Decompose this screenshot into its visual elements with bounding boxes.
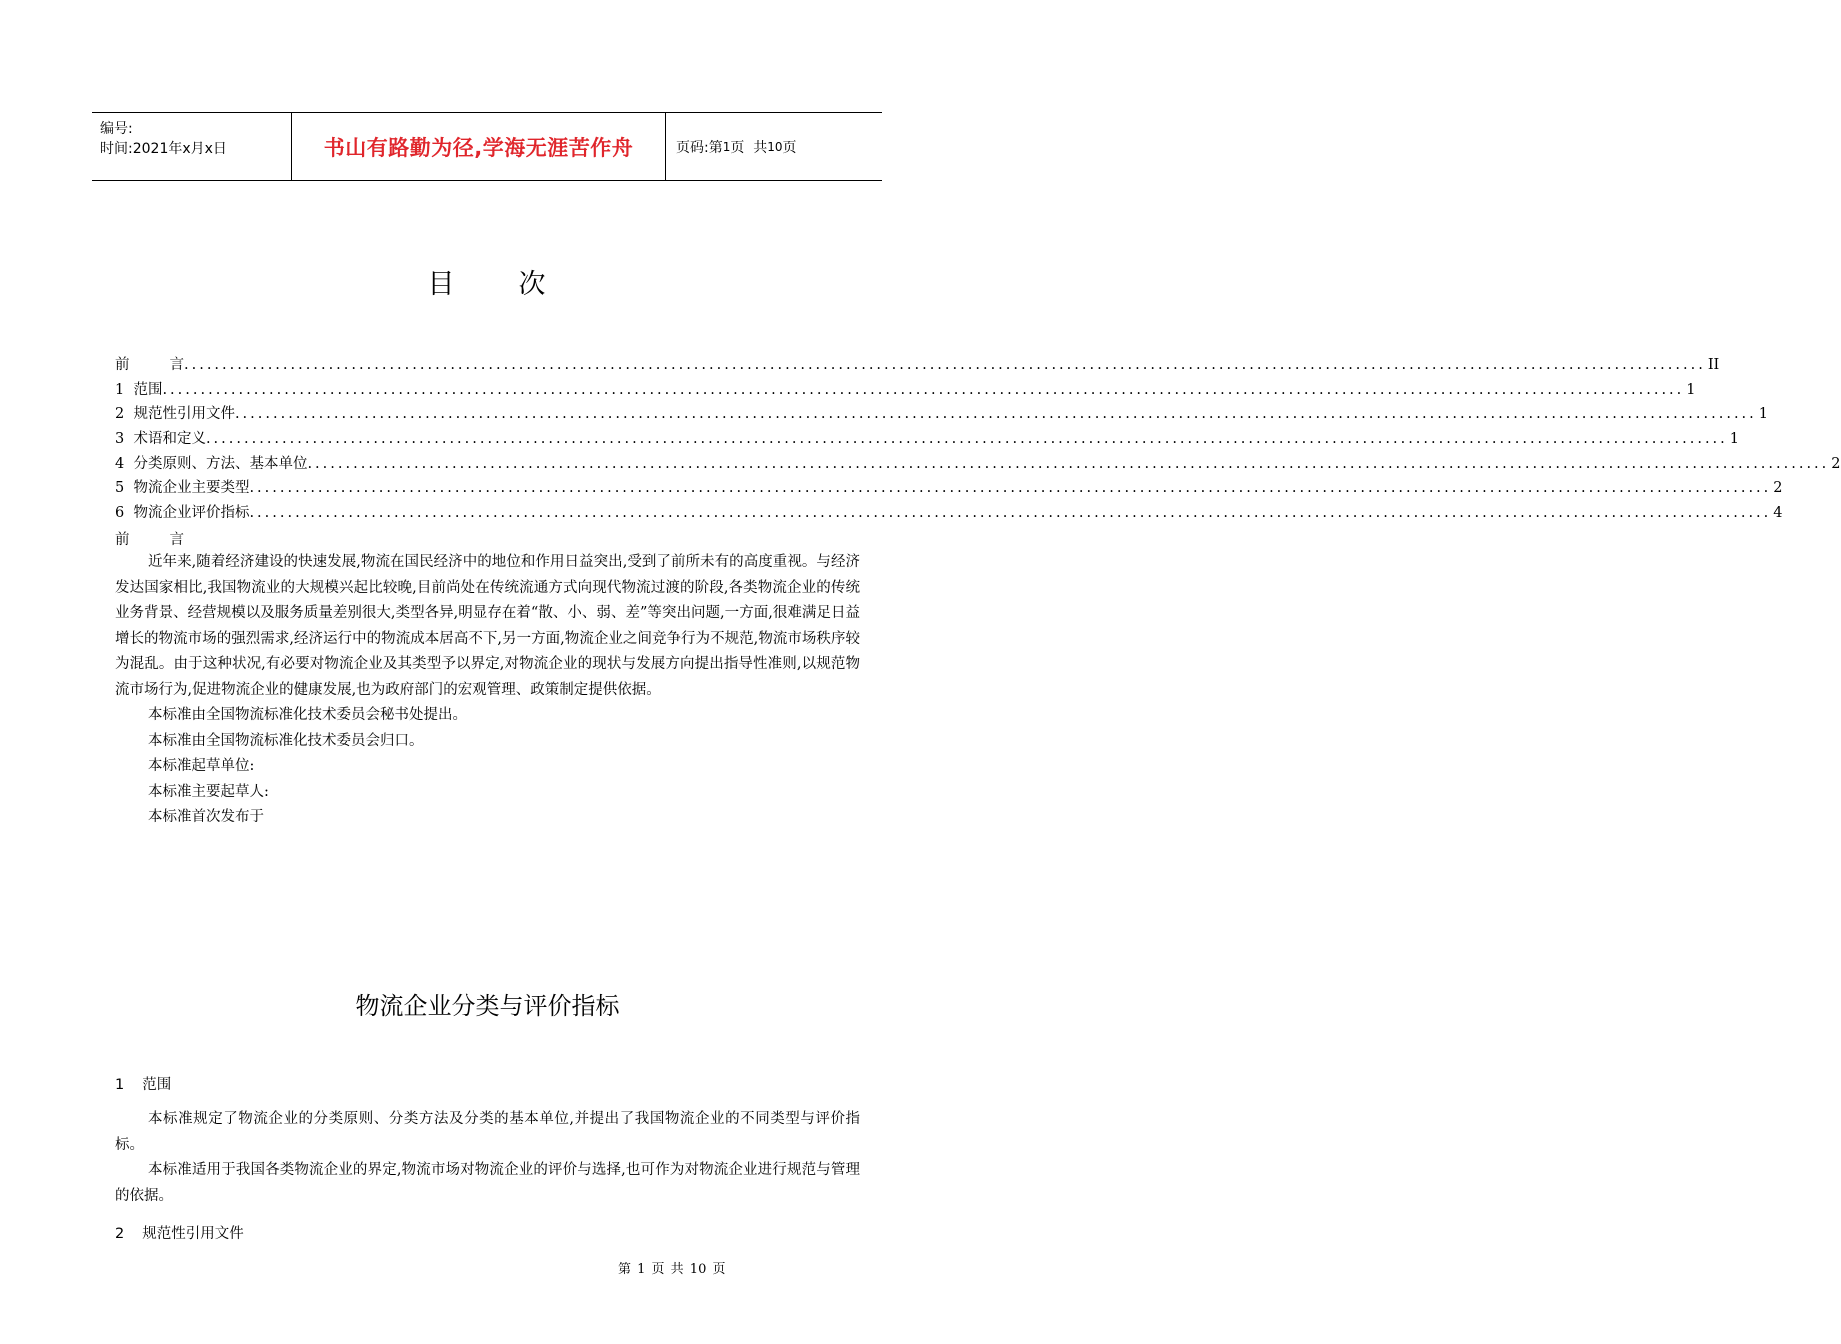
toc-entry[interactable] (115, 427, 1740, 452)
toc-title-part-b: 次 (518, 269, 548, 300)
toc-entry-page: 1 (1729, 431, 1740, 448)
document-header (92, 112, 882, 181)
preface-heading-a: 前 (115, 532, 130, 548)
toc-label-a: 前 (115, 357, 130, 373)
header-page-cell (666, 113, 882, 180)
toc-entry-page: 1 (1686, 381, 1696, 398)
toc-entry-page: 2 (1831, 455, 1841, 472)
page-end: 页 (782, 139, 797, 156)
preface-paragraph: 近年来,随着经济建设的快速发展,物流在国民经济中的地位和作用日益突出,受到了前所未有的高度重视。与经济发达国家相比,我国物流业的大规模兴起比较晚,目前尚处在传统流通方式向现代物流过渡的阶段,各类物流企业的传统业务背景、经营规模以及服务质量差别很大,类型各异,明显存在着“散、小、弱、差”等突出问题,一方面,很难满足日益增长的物流市场的强烈需求,经济运行中的物流成本居高不下,另一方面,物流企业之间竞争行为不规范,物流市场秩序较为混乱。由于这种状况,有必要对物流企业及其类型予以界定,对物流企业的现状与发展方向提出指导性准则,以规范物流市场行为,促进物流企业的健康发展,也为政府部门的宏观管理、政策制定提供依据。 (115, 554, 860, 698)
section-title: 规范性引用文件 (142, 1226, 244, 1242)
toc-entry-label: 5 物流企业主要类型 (115, 480, 250, 497)
time-label: 时间:2021年x月x日 (100, 141, 227, 157)
toc-entry-page: 2 (1773, 480, 1783, 497)
toc-leader-dots: ........................................................................................................................................................................................................ (162, 381, 1685, 398)
section-paragraph: 本标准适用于我国各类物流企业的界定,物流市场对物流企业的评价与选择,也可作为对物流企业进行规范与管理的依据。 (115, 1162, 860, 1204)
section-number: 2 (115, 1226, 125, 1242)
page-label: 页码:第 (676, 139, 723, 156)
toc-entry-page: 1 (1758, 406, 1769, 423)
section-heading-references (115, 1222, 244, 1243)
toc-title (0, 262, 975, 301)
toc-entry-label: 6 物流企业评价指标 (115, 505, 250, 522)
toc-entry-label (115, 353, 184, 374)
preface-paragraph: 本标准由全国物流标准化技术委员会归口。 (148, 732, 424, 749)
toc-leader-dots: ........................................................................................................................................................................................................ (249, 505, 1772, 522)
toc-entry[interactable] (115, 378, 1696, 403)
toc-entry[interactable] (115, 402, 1769, 427)
toc-title-part-a: 目 (427, 269, 457, 300)
toc-entry-label: 4 分类原则、方法、基本单位 (115, 455, 308, 472)
section-heading-scope (115, 1073, 171, 1094)
toc-entry[interactable] (115, 476, 1783, 501)
table-of-contents (115, 353, 1841, 526)
toc-entry-page: 4 (1773, 505, 1783, 522)
preface-paragraph: 本标准主要起草人: (148, 783, 269, 800)
toc-leader-dots: ........................................................................................................................................................................................................ (234, 406, 1757, 423)
preface-paragraph: 本标准首次发布于 (148, 809, 264, 825)
toc-entry-page: II (1707, 357, 1720, 373)
preface-paragraph: 本标准由全国物流标准化技术委员会秘书处提出。 (148, 707, 467, 723)
header-info-cell (92, 113, 292, 180)
section-title: 范围 (142, 1077, 172, 1093)
toc-leader-dots: ........................................................................................................................................................................................................ (307, 455, 1830, 472)
toc-leader-dots: ........................................................................................................................................................................................................ (249, 480, 1772, 497)
toc-entry[interactable] (115, 452, 1841, 477)
toc-leader-dots: ........................................................................................................................................................................................................ (184, 357, 1706, 373)
toc-entry-label: 3 术语和定义 (115, 431, 206, 448)
page-total: 10 (767, 139, 783, 154)
toc-entry-label: 2 规范性引用文件 (115, 406, 235, 423)
page-footer: 第 1 页 共 10 页 (618, 1262, 726, 1277)
preface-heading (115, 528, 184, 549)
section-scope-body (115, 1107, 860, 1209)
toc-entry-preface[interactable] (115, 353, 1720, 378)
toc-entry-label: 1 范围 (115, 381, 163, 398)
toc-label-b: 言 (169, 357, 184, 373)
header-motto: 书山有路勤为径,学海无涯苦作舟 (292, 113, 666, 180)
page-number: 1 (722, 139, 731, 154)
toc-leader-dots: ........................................................................................................................................................................................................ (205, 431, 1728, 448)
serial-label: 编号: (100, 121, 133, 137)
preface-heading-b: 言 (169, 532, 184, 548)
toc-entry[interactable] (115, 501, 1783, 526)
page-mid: 页 共 (730, 139, 768, 156)
section-paragraph: 本标准规定了物流企业的分类原则、分类方法及分类的基本单位,并提出了我国物流企业的不同类型与评价指标。 (115, 1111, 860, 1153)
preface-body (115, 550, 860, 831)
document-main-title: 物流企业分类与评价指标 (355, 992, 620, 1020)
preface-paragraph: 本标准起草单位: (148, 758, 255, 774)
section-number: 1 (115, 1077, 125, 1093)
